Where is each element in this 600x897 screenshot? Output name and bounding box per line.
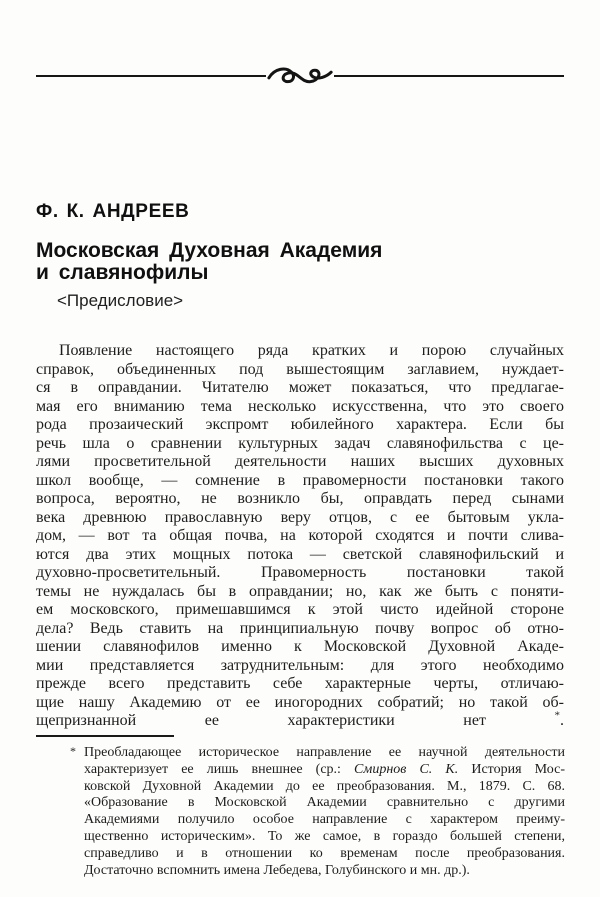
text-line: дела? Ведь ставить на принципиальную почву вопрос об отно- bbox=[36, 619, 564, 637]
body-last-period: . bbox=[560, 712, 564, 729]
title-line-2: и славянофилы bbox=[36, 261, 209, 284]
footnote-lines bbox=[84, 779, 565, 863]
top-divider bbox=[36, 63, 564, 89]
footnote-line: щественно историческим». То же самое, в гораздо большей степени, bbox=[84, 828, 565, 844]
text-line: Появление настоящего ряда кратких и порою случайных bbox=[59, 342, 564, 359]
text-line: лями просветительной деятельности наших высших духовных bbox=[36, 453, 564, 470]
footnote-line-2-pre: характеризует ее лишь внешнее (ср.: bbox=[84, 761, 355, 777]
text-line: щие нашу Академию от ее иногородних собратий; но такой об- bbox=[36, 693, 564, 711]
footnote-marker: * bbox=[70, 744, 76, 758]
footnote-reference-marker: * bbox=[554, 709, 560, 722]
footnote-last-line: Достаточно вспомнить имена Лебедева, Голубинского и мн. др.). bbox=[84, 862, 470, 878]
footnote-line-2-post: История Мос- bbox=[458, 761, 565, 777]
text-line: справок, объединенных под вышестоящим заглавием, нуждает- bbox=[36, 360, 564, 378]
text-line: ются два этих мощных потока — светской славянофильский и bbox=[36, 545, 564, 563]
text-line: шении славянофилов именно к Московской Духовной Акаде- bbox=[36, 638, 564, 655]
text-line: рода прозаический экспромт юбилейного характера. Если бы bbox=[36, 416, 564, 433]
text-line: вопроса, вероятно, не возникло бы, оправдать перед сынами bbox=[36, 490, 564, 507]
text-line: дом, — вот та общая почва, на которой сходятся и почти слива- bbox=[36, 527, 564, 544]
footnote-line bbox=[84, 762, 565, 779]
text-line: прежде всего представить себе характерные черты, отличаю- bbox=[36, 675, 564, 692]
body-last-line bbox=[36, 709, 564, 731]
footnote-line: «Образование в Московской Академии сравнительно с другими bbox=[84, 795, 565, 811]
text-line: речь шла о сравнении культурных задач славянофильства с це- bbox=[36, 434, 564, 452]
title-line-1: Московская Духовная Академия bbox=[36, 239, 383, 262]
footnote-line-1-text: Преобладающее историческое направление ее научной деятельности bbox=[84, 745, 565, 760]
footnote-separator-rule bbox=[36, 735, 174, 737]
footnote-line bbox=[70, 744, 565, 762]
text-line: мая его вниманию тема несколько искусственна, что это своего bbox=[36, 397, 564, 415]
subtitle: <Предисловие> bbox=[57, 291, 184, 310]
footnote bbox=[70, 744, 565, 879]
text-line: ем московского, примешавшимся к этой чисто идейной стороне bbox=[36, 601, 564, 618]
footnote-line: Академиями получило особое направление с характером преиму- bbox=[84, 812, 565, 828]
text-line: школ вообще, — сомнение в правомерности постановки такого bbox=[36, 471, 564, 489]
divider-rule-left bbox=[36, 75, 266, 77]
footnote-line: справедливо и в отношении ко временам после преобразования. bbox=[84, 845, 565, 861]
cited-author-name: Смирнов С. К. bbox=[354, 761, 459, 777]
text-line: мии представляется затруднительным: для этого необходимо bbox=[36, 656, 564, 674]
body-last-text: щепризнанной ее характеристики нет bbox=[36, 712, 555, 729]
body-lines bbox=[36, 342, 564, 712]
swash-ornament-icon bbox=[267, 63, 333, 89]
footnote-line: ковской Духовной Академии до ее преобразования. М., 1879. С. 68. bbox=[84, 778, 565, 794]
body-paragraph bbox=[36, 342, 564, 731]
author-name: Ф. К. АНДРЕЕВ bbox=[36, 201, 190, 222]
page-title bbox=[36, 240, 382, 284]
text-line: ся в оправдании. Читателю может показаться, что предлагае- bbox=[36, 379, 564, 396]
text-line: века древнюю православную веру отцов, с ее бытовым укла- bbox=[36, 508, 564, 526]
divider-rule-right bbox=[334, 75, 564, 77]
text-line: духовно-просветительный. Правомерность постановки такой bbox=[36, 564, 564, 581]
text-line: темы не нуждалась бы в оправдании; но, как же быть с поняти- bbox=[36, 582, 564, 600]
